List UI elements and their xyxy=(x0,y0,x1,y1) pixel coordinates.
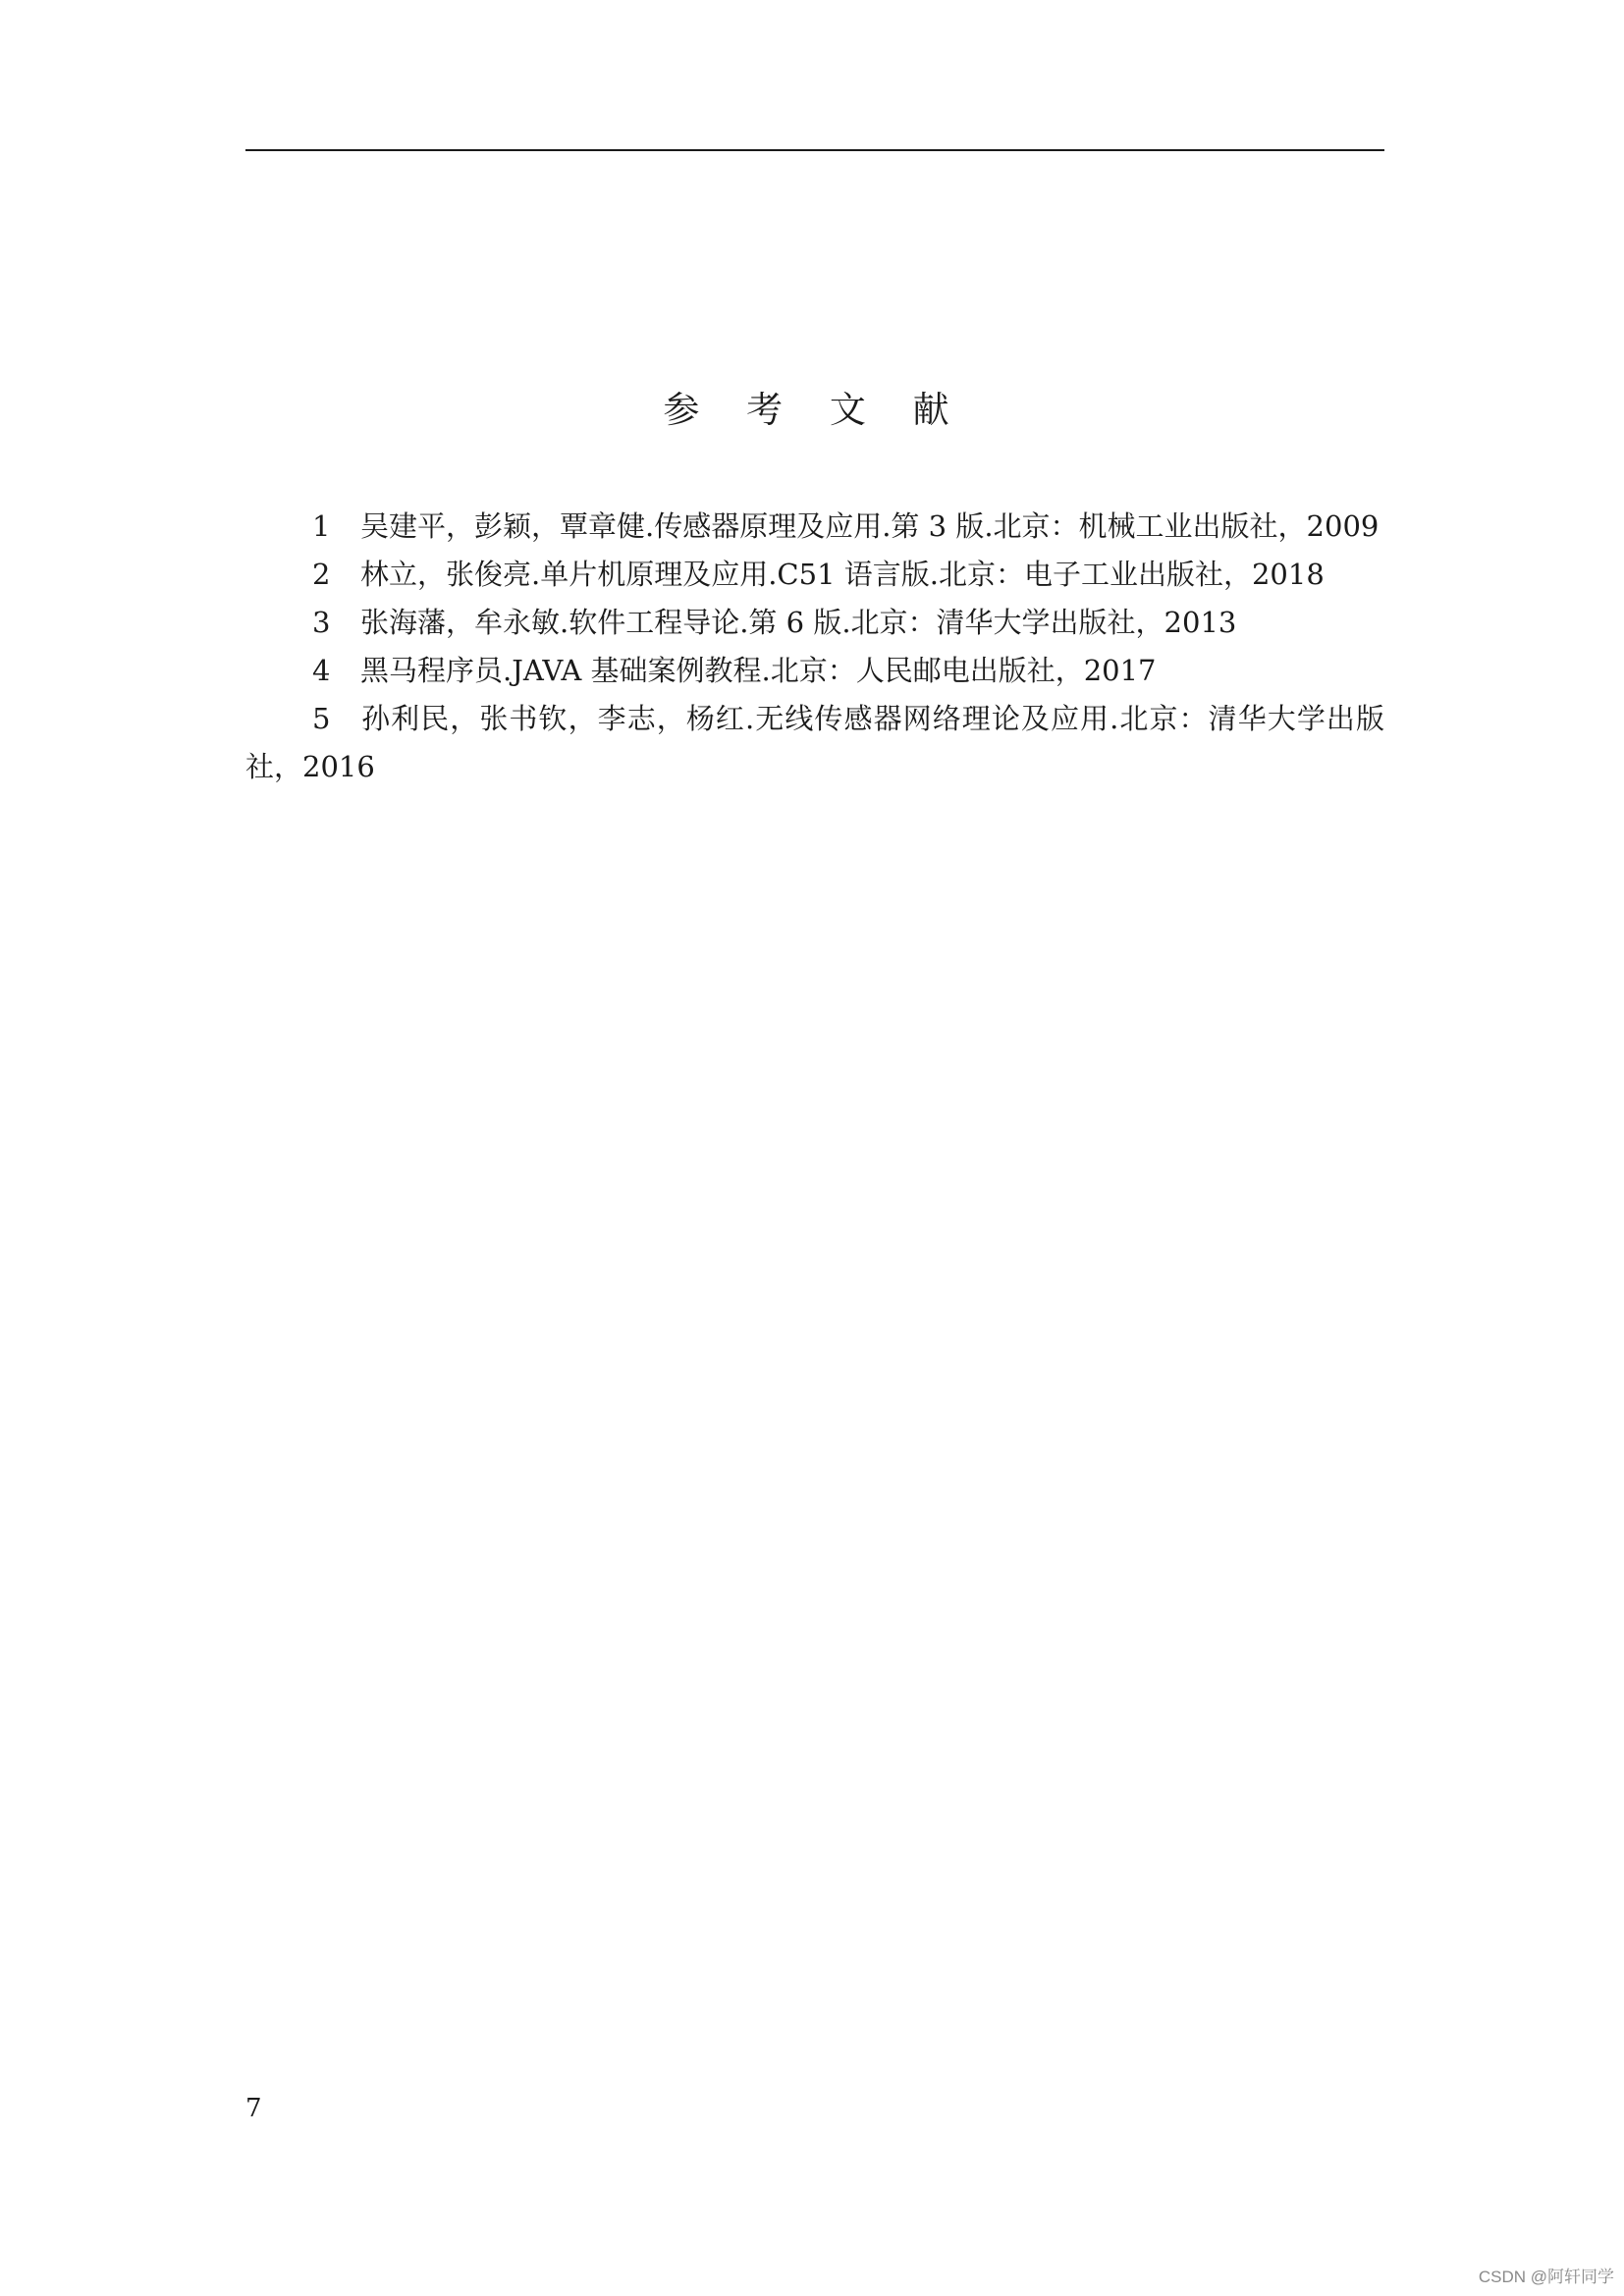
reference-number: 2 xyxy=(312,558,331,591)
watermark: CSDN @阿轩同学 xyxy=(1478,2268,1614,2286)
reference-number: 1 xyxy=(312,509,331,543)
reference-text: 黑马程序员.JAVA 基础案例教程.北京：人民邮电出版社，2017 xyxy=(360,654,1157,687)
reference-text: 吴建平，彭颖，覃章健.传感器原理及应用.第 3 版.北京：机械工业出版社，2009 xyxy=(360,509,1380,543)
page-number: 7 xyxy=(245,2094,262,2123)
reference-number: 3 xyxy=(312,606,331,639)
reference-number: 4 xyxy=(312,654,331,687)
reference-list xyxy=(245,503,1384,791)
reference-item xyxy=(245,551,1384,599)
page-title: 参 考 文 献 xyxy=(663,389,967,431)
reference-item xyxy=(245,503,1384,551)
reference-text: 孙利民，张书钦，李志，杨红.无线传感器网络理论及应用.北京：清华大学出版社，2016 xyxy=(245,702,1384,783)
reference-text: 林立，张俊亮.单片机原理及应用.C51 语言版.北京：电子工业出版社，2018 xyxy=(360,558,1325,591)
reference-number: 5 xyxy=(312,702,331,735)
reference-item xyxy=(245,599,1384,647)
reference-text: 张海藩，牟永敏.软件工程导论.第 6 版.北京：清华大学出版社，2013 xyxy=(360,606,1237,639)
header-rule xyxy=(245,149,1384,151)
reference-item xyxy=(245,647,1384,695)
reference-item xyxy=(245,695,1384,791)
